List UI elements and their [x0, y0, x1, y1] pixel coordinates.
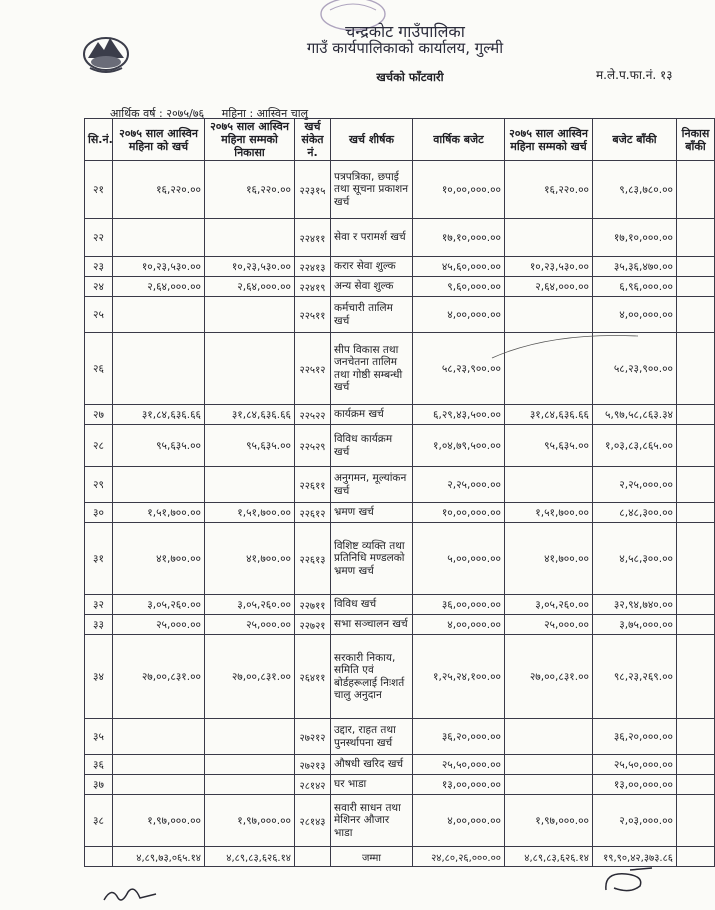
cell-title: विविध कार्यक्रम खर्च: [331, 425, 413, 467]
cell-code: २७२१३: [295, 755, 331, 775]
cell-cum-exp: [505, 719, 593, 755]
cell-month-exp: १६,२२०.००: [113, 161, 205, 219]
document-title: खर्चको फाँटवारी: [376, 70, 444, 84]
cell-cum-exp: २५,०००.००: [505, 615, 593, 635]
cell-cum-exp: [505, 467, 593, 503]
cell-month-exp: २,६४,०००.००: [113, 277, 205, 297]
cell-release: २७,००,८३१.००: [205, 635, 295, 719]
cell-title: सभा सञ्चालन खर्च: [331, 615, 413, 635]
cell-balance: १७,१०,०००.००: [593, 219, 677, 257]
cell-sn: ३३: [85, 615, 113, 635]
cell-title: पत्रपत्रिका, छपाई तथा सूचना प्रकाशन खर्च: [331, 161, 413, 219]
cell-cum-exp: १,९७,०००.००: [505, 795, 593, 847]
cell-release-balance: [677, 297, 715, 333]
table-header-row: [85, 119, 715, 161]
cell-month-exp: १०,२३,५३०.००: [113, 257, 205, 277]
cell-sn: २७: [85, 405, 113, 425]
cell-sn: ३८: [85, 795, 113, 847]
cell-cum-exp: १,५१,७००.००: [505, 503, 593, 523]
cell-release: [205, 467, 295, 503]
cell-balance: १,०३,८३,८६५.००: [593, 425, 677, 467]
cell-month-exp: [113, 775, 205, 795]
cell-code: २८१४२: [295, 775, 331, 795]
total-label: जम्मा: [331, 847, 413, 867]
form-number: म.ले.प.फा.नं. १३: [596, 68, 673, 82]
cell-release: ४१,७००.००: [205, 523, 295, 595]
cell-release-balance: [677, 277, 715, 297]
cell-month-exp: ४१,७००.००: [113, 523, 205, 595]
cell-code: २२७११: [295, 595, 331, 615]
cell-month-exp: १,९७,०००.००: [113, 795, 205, 847]
cell-cum-exp: [505, 219, 593, 257]
column-header: सि.नं.: [85, 119, 113, 161]
cell-code: २७२१२: [295, 719, 331, 755]
cell-budget: २५,५०,०००.००: [413, 755, 505, 775]
cell-release-balance: [677, 257, 715, 277]
cell-release: ३,०५,२६०.००: [205, 595, 295, 615]
cell-month-exp: [113, 755, 205, 775]
cell-code: २२४११: [295, 219, 331, 257]
cell-code: २२६१२: [295, 503, 331, 523]
cell-title: सवारी साधन तथा मेशिनर औजार भाडा: [331, 795, 413, 847]
cell-release-balance: [677, 523, 715, 595]
cell-code: २२५११: [295, 297, 331, 333]
column-header: वार्षिक बजेट: [413, 119, 505, 161]
cell-title: घर भाडा: [331, 775, 413, 795]
total-empty-cell: [85, 847, 113, 867]
cell-month-exp: [113, 219, 205, 257]
cell-release: [205, 219, 295, 257]
cell-release: २,६४,०००.००: [205, 277, 295, 297]
cell-title: विशिष्ट व्यक्ति तथा प्रतिनिधि मण्डलको भ्रमण खर्च: [331, 523, 413, 595]
cell-code: २२५२२: [295, 405, 331, 425]
cell-month-exp: [113, 467, 205, 503]
cell-release: १,९७,०००.००: [205, 795, 295, 847]
column-header: खर्च संकेत नं.: [295, 119, 331, 161]
cell-budget: ५,००,०००.००: [413, 523, 505, 595]
table-row: [85, 615, 715, 635]
cell-code: २२४१९: [295, 277, 331, 297]
cell-title: सेवा र परामर्श खर्च: [331, 219, 413, 257]
cell-release-balance: [677, 425, 715, 467]
table-row: [85, 523, 715, 595]
total-month-exp: ४,८९,७३,०६५.१४: [113, 847, 205, 867]
cell-budget: ३६,००,०००.००: [413, 595, 505, 615]
cell-month-exp: २५,०००.००: [113, 615, 205, 635]
column-header: बजेट बाँकी: [593, 119, 677, 161]
signature-right: [600, 864, 660, 900]
cell-release-balance: [677, 595, 715, 615]
total-balance: १९,९०,४२,३७३.८६: [593, 847, 677, 867]
table-row: [85, 277, 715, 297]
cell-title: सरकारी निकाय, समिति एवं बोर्डहरूलाई निःशर्त चालु अनुदान: [331, 635, 413, 719]
cell-balance: ६,९६,०००.००: [593, 277, 677, 297]
cell-sn: २६: [85, 333, 113, 405]
table-row: [85, 297, 715, 333]
government-emblem-icon: [80, 24, 132, 76]
cell-month-exp: [113, 719, 205, 755]
cell-budget: ५८,२३,९००.००: [413, 333, 505, 405]
cell-release: २५,०००.००: [205, 615, 295, 635]
cell-release: [205, 755, 295, 775]
cell-month-exp: ३,०५,२६०.००: [113, 595, 205, 615]
cell-sn: २९: [85, 467, 113, 503]
cell-sn: ३०: [85, 503, 113, 523]
cell-sn: ३६: [85, 755, 113, 775]
cell-release: [205, 775, 295, 795]
cell-release-balance: [677, 219, 715, 257]
cell-balance: ४,००,०००.००: [593, 297, 677, 333]
table-row: [85, 719, 715, 755]
column-header: खर्च शीर्षक: [331, 119, 413, 161]
total-empty-cell: [677, 847, 715, 867]
cell-release: ९५,६३५.००: [205, 425, 295, 467]
cell-release-balance: [677, 719, 715, 755]
cell-title: सीप विकास तथा जनचेतना तालिम तथा गोष्ठी सम्बन्धी खर्च: [331, 333, 413, 405]
table-row: [85, 161, 715, 219]
cell-release-balance: [677, 161, 715, 219]
cell-budget: ४,००,०००.००: [413, 297, 505, 333]
table-row: [85, 775, 715, 795]
cell-cum-exp: [505, 297, 593, 333]
cell-budget: १३,००,०००.००: [413, 775, 505, 795]
cell-title: भ्रमण खर्च: [331, 503, 413, 523]
cell-sn: २३: [85, 257, 113, 277]
cell-cum-exp: १०,२३,५३०.००: [505, 257, 593, 277]
cell-release-balance: [677, 503, 715, 523]
cell-balance: २,२५,०००.००: [593, 467, 677, 503]
cell-title: कर्मचारी तालिम खर्च: [331, 297, 413, 333]
cell-title: औषधी खरिद खर्च: [331, 755, 413, 775]
cell-sn: ३१: [85, 523, 113, 595]
cell-balance: ३६,२०,०००.००: [593, 719, 677, 755]
cell-code: २२५१२: [295, 333, 331, 405]
column-header: २०७५ साल आस्विन महिना को खर्च: [113, 119, 205, 161]
cell-sn: ३२: [85, 595, 113, 615]
cell-cum-exp: ४१,७००.००: [505, 523, 593, 595]
cell-month-exp: ३१,८४,६३६.६६: [113, 405, 205, 425]
cell-release-balance: [677, 333, 715, 405]
cell-cum-exp: [505, 755, 593, 775]
cell-balance: ८,४८,३००.००: [593, 503, 677, 523]
cell-balance: २५,५०,०००.००: [593, 755, 677, 775]
cell-budget: ४,००,०००.००: [413, 615, 505, 635]
cell-budget: ४५,६०,०००.००: [413, 257, 505, 277]
cell-release-balance: [677, 467, 715, 503]
pen-mark: [490, 330, 640, 360]
cell-release-balance: [677, 775, 715, 795]
cell-release: [205, 333, 295, 405]
cell-release: ३१,८४,६३६.६६: [205, 405, 295, 425]
cell-balance: ९८,२३,२६९.००: [593, 635, 677, 719]
total-budget: २४,८०,२६,०००.००: [413, 847, 505, 867]
cell-month-exp: २७,००,८३१.००: [113, 635, 205, 719]
cell-budget: ४,००,०००.००: [413, 795, 505, 847]
cell-balance: ५,९७,५८,८६३.३४: [593, 405, 677, 425]
cell-balance: १३,००,०००.००: [593, 775, 677, 795]
cell-title: उद्दार, राहत तथा पुनर्स्थापना खर्च: [331, 719, 413, 755]
cell-release: १०,२३,५३०.००: [205, 257, 295, 277]
column-header: २०७५ साल आस्विन महिना सम्मको खर्च: [505, 119, 593, 161]
cell-code: २२५२९: [295, 425, 331, 467]
cell-release-balance: [677, 405, 715, 425]
expense-ledger-table: [84, 118, 715, 867]
cell-sn: ३५: [85, 719, 113, 755]
cell-budget: १०,००,०००.००: [413, 161, 505, 219]
cell-balance: ३५,३६,४७०.००: [593, 257, 677, 277]
total-empty-cell: [295, 847, 331, 867]
total-release: ४,८९,८३,६२६.१४: [205, 847, 295, 867]
cell-release: [205, 297, 295, 333]
signature-left: [100, 880, 160, 906]
cell-month-exp: [113, 297, 205, 333]
cell-cum-exp: [505, 775, 593, 795]
cell-code: २२६१३: [295, 523, 331, 595]
table-row: [85, 635, 715, 719]
cell-sn: ३७: [85, 775, 113, 795]
cell-month-exp: ९५,६३५.००: [113, 425, 205, 467]
cell-budget: १०,००,०००.००: [413, 503, 505, 523]
cell-code: २८१४३: [295, 795, 331, 847]
cell-release: [205, 719, 295, 755]
cell-cum-exp: २,६४,०००.००: [505, 277, 593, 297]
report-month: महिना : आस्विन चालु: [221, 107, 309, 120]
cell-title: अनुगमन, मूल्यांकन खर्च: [331, 467, 413, 503]
cell-title: अन्य सेवा शुल्क: [331, 277, 413, 297]
cell-sn: २८: [85, 425, 113, 467]
cell-code: २६४११: [295, 635, 331, 719]
office-title: चन्द्रकोट गाउँपालिका: [345, 22, 465, 41]
cell-release: १६,२२०.००: [205, 161, 295, 219]
table-row: [85, 755, 715, 775]
cell-balance: ९,८३,७८०.००: [593, 161, 677, 219]
cell-release-balance: [677, 635, 715, 719]
cell-budget: १७,१०,०००.००: [413, 219, 505, 257]
cell-month-exp: १,५१,७००.००: [113, 503, 205, 523]
cell-budget: ३६,२०,०००.००: [413, 719, 505, 755]
cell-balance: ३२,९४,७४०.००: [593, 595, 677, 615]
cell-balance: ३,७५,०००.००: [593, 615, 677, 635]
cell-release-balance: [677, 795, 715, 847]
cell-title: करार सेवा शुल्क: [331, 257, 413, 277]
cell-cum-exp: १६,२२०.००: [505, 161, 593, 219]
table-row: [85, 503, 715, 523]
table-row: [85, 257, 715, 277]
cell-code: २२४१३: [295, 257, 331, 277]
cell-cum-exp: २७,००,८३१.००: [505, 635, 593, 719]
cell-title: कार्यक्रम खर्च: [331, 405, 413, 425]
cell-balance: ४,५८,३००.००: [593, 523, 677, 595]
cell-cum-exp: ९५,६३५.००: [505, 425, 593, 467]
cell-title: विविध खर्च: [331, 595, 413, 615]
cell-budget: ९,६०,०००.००: [413, 277, 505, 297]
cell-sn: २५: [85, 297, 113, 333]
cell-cum-exp: ३१,८४,६३६.६६: [505, 405, 593, 425]
cell-budget: २,२५,०००.००: [413, 467, 505, 503]
fiscal-year: आर्थिक वर्ष : २०७५/७६: [110, 107, 205, 120]
cell-balance: २,०३,०००.००: [593, 795, 677, 847]
office-subtitle: गाउँ कार्यपालिकाको कार्यालय, गुल्मी: [306, 39, 504, 57]
cell-release: १,५१,७००.००: [205, 503, 295, 523]
table-row: [85, 595, 715, 615]
cell-month-exp: [113, 333, 205, 405]
column-header: निकास बाँकी: [677, 119, 715, 161]
column-header: २०७५ साल आस्विन महिना सम्मको निकासा: [205, 119, 295, 161]
total-cum-exp: ४,८९,८३,६२६.१४: [505, 847, 593, 867]
table-row: [85, 467, 715, 503]
table-row: [85, 219, 715, 257]
cell-sn: २४: [85, 277, 113, 297]
cell-release-balance: [677, 615, 715, 635]
cell-code: २२७२१: [295, 615, 331, 635]
table-row: [85, 405, 715, 425]
cell-budget: ६,२९,४३,५००.००: [413, 405, 505, 425]
cell-sn: ३४: [85, 635, 113, 719]
cell-cum-exp: ३,०५,२६०.००: [505, 595, 593, 615]
cell-release-balance: [677, 755, 715, 775]
cell-sn: २१: [85, 161, 113, 219]
cell-budget: १,२५,२४,१००.००: [413, 635, 505, 719]
cell-code: २२३१५: [295, 161, 331, 219]
cell-balance: ५८,२३,९००.००: [593, 333, 677, 405]
cell-sn: २२: [85, 219, 113, 257]
table-row: [85, 795, 715, 847]
table-row: [85, 425, 715, 467]
cell-code: २२६११: [295, 467, 331, 503]
cell-budget: १,०४,७९,५००.००: [413, 425, 505, 467]
